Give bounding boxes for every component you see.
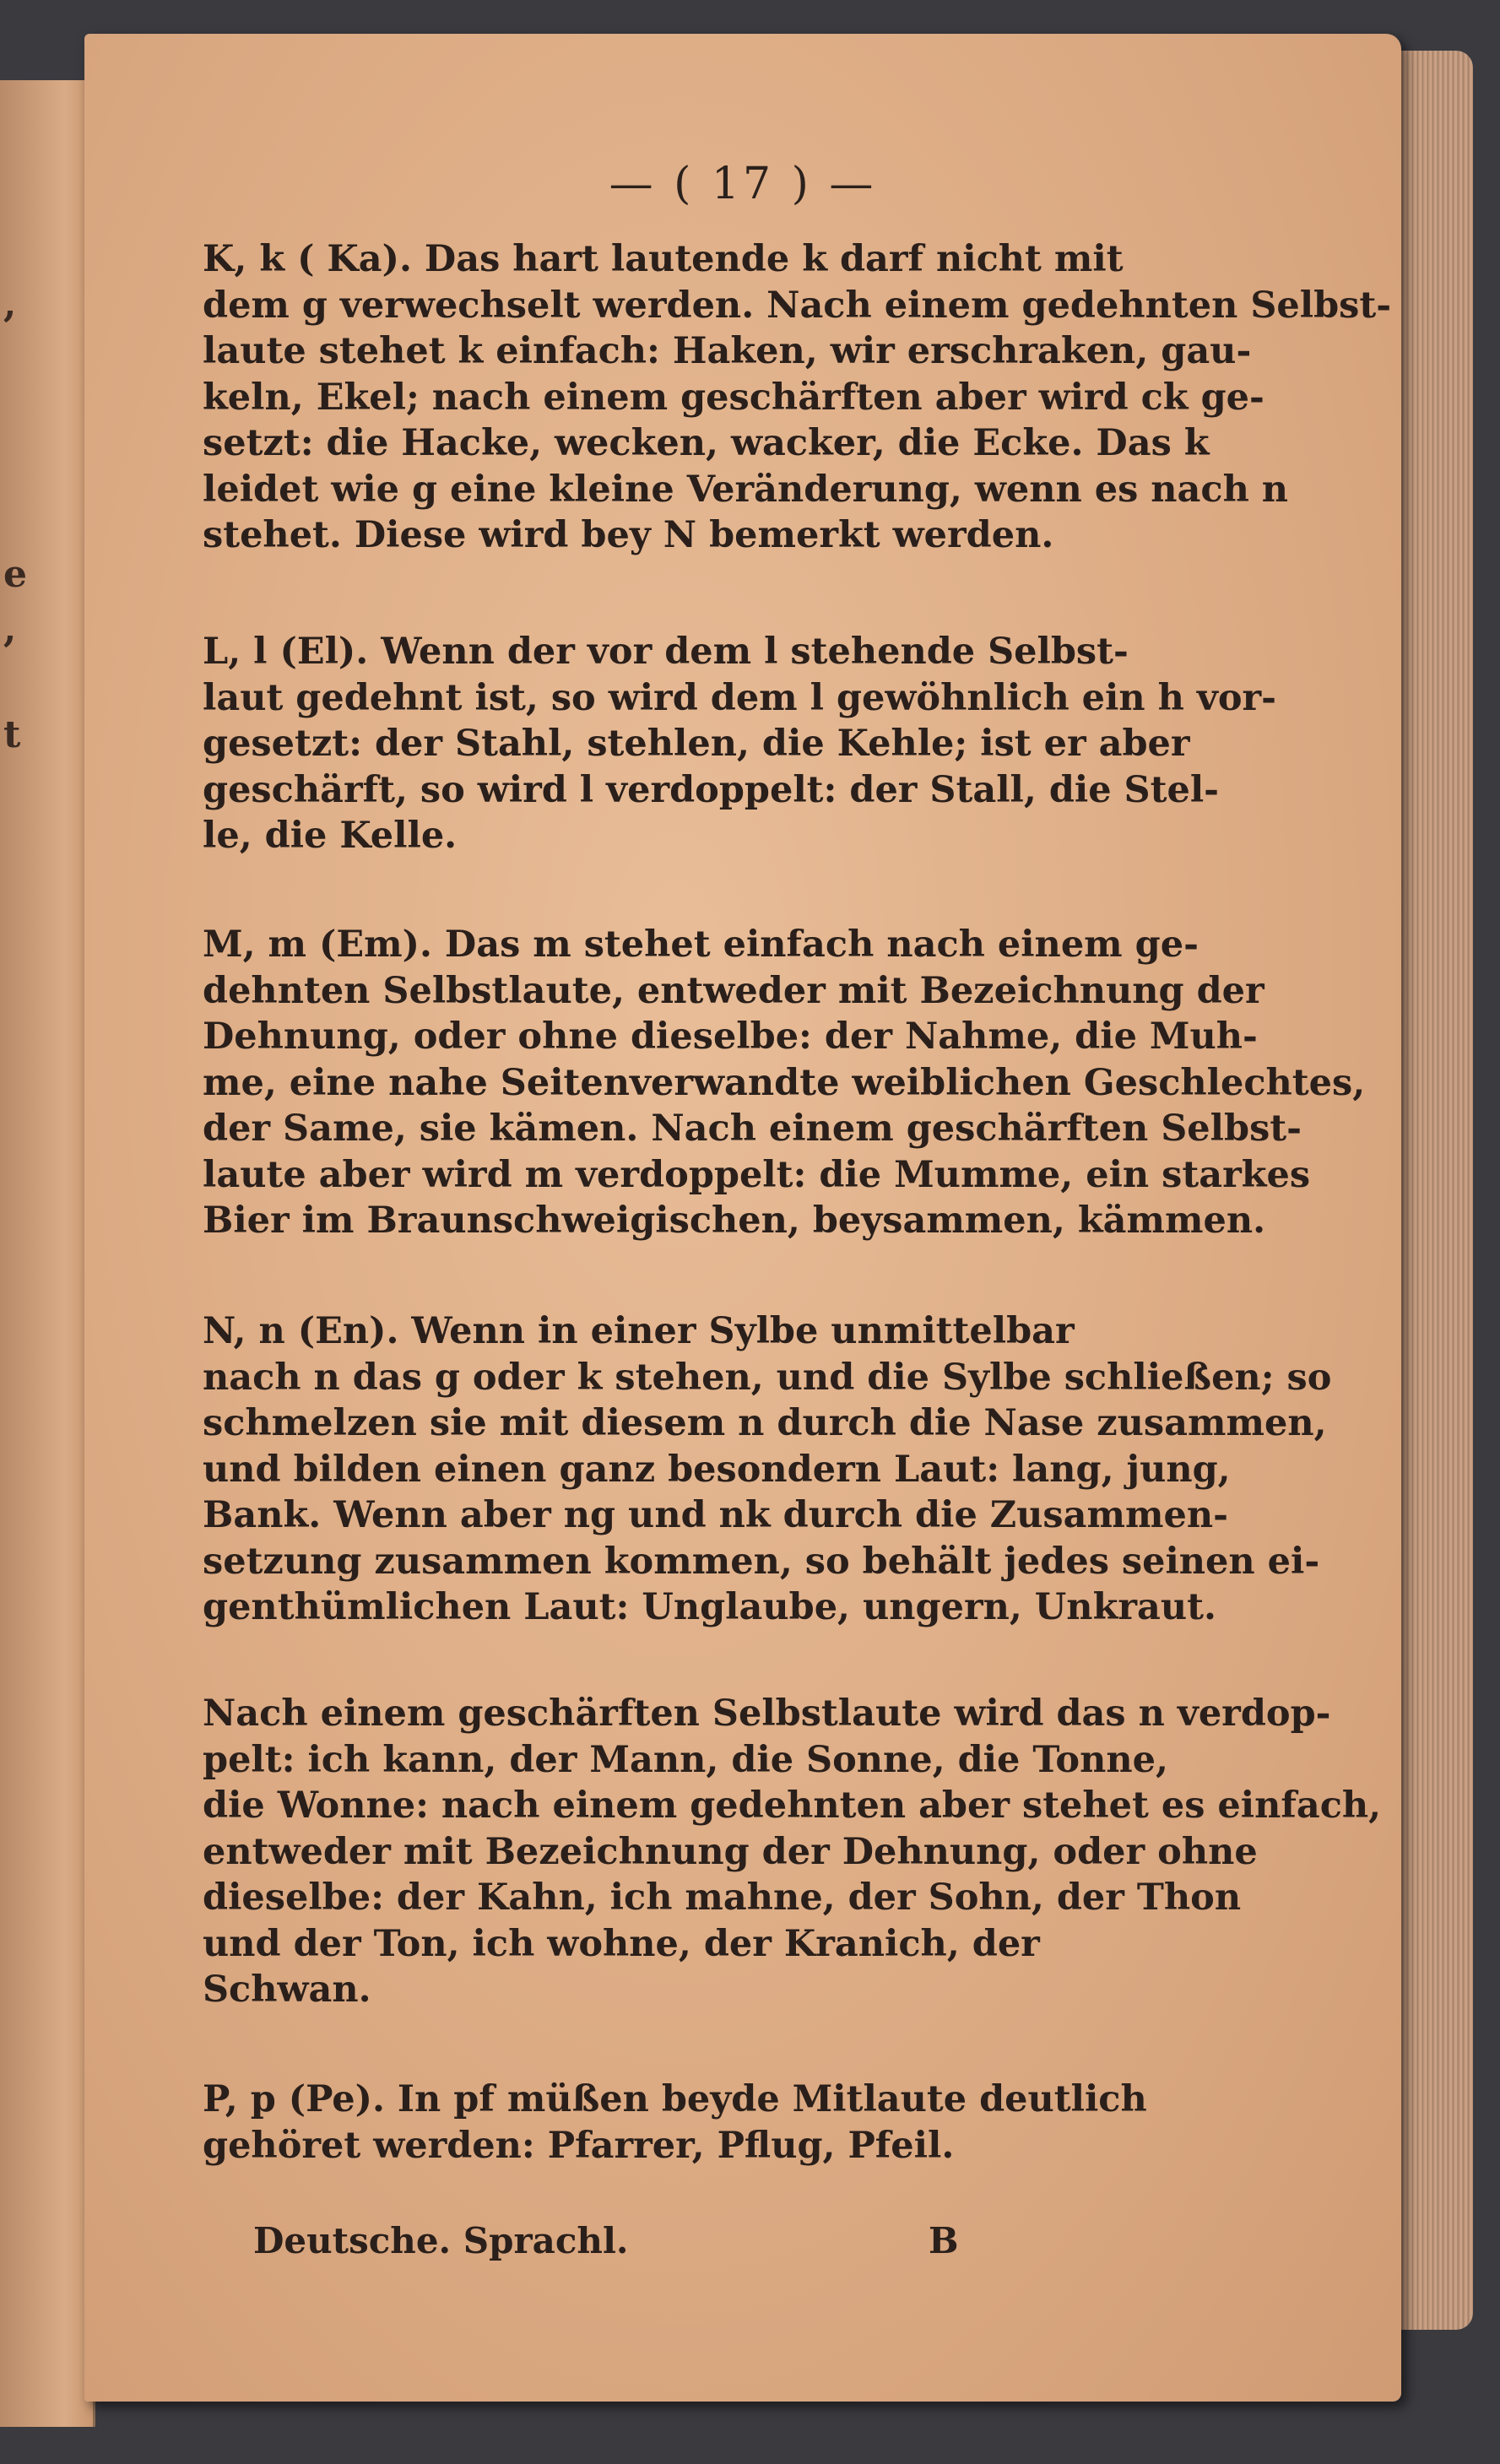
- footer-title: Deutsche. Sprachl.: [253, 2220, 629, 2261]
- paragraph-n-doubling: [203, 1691, 1382, 2013]
- paragraph-p: [203, 2077, 1325, 2169]
- text-line: Nach einem geschärften Selbstlaute wird das n verdop-: [203, 1692, 1331, 1735]
- text-line: L, l (El). Wenn der vor dem l stehende Selbst-: [203, 631, 1129, 673]
- text-line: Dehnung, oder ohne dieselbe: der Nahme, die Muh-: [203, 1015, 1258, 1058]
- text-line: nach n das g oder k stehen, und die Sylbe schließen; so: [203, 1356, 1332, 1399]
- text-line: und bilden einen ganz besondern Laut: lang, jung,: [203, 1448, 1231, 1491]
- text-line: die Wonne: nach einem gedehnten aber stehet es einfach,: [203, 1784, 1382, 1827]
- text-line: laute aber wird m verdoppelt: die Mumme, ein starkes: [203, 1153, 1311, 1196]
- text-line: le, die Kelle.: [203, 815, 458, 857]
- text-line: pelt: ich kann, der Mann, die Sonne, die Tonne,: [203, 1738, 1168, 1781]
- signature-mark: B: [929, 2220, 959, 2261]
- text-line: K, k ( Ka). Das hart lautende k darf nicht mit: [203, 238, 1124, 280]
- text-line: leidet wie g eine kleine Veränderung, wenn es nach n: [203, 468, 1289, 511]
- paragraph-m: [203, 922, 1366, 1244]
- text-line: schmelzen sie mit diesem n durch die Nase zusammen,: [203, 1402, 1327, 1444]
- text-line: Bank. Wenn aber ng und nk durch die Zusammen-: [203, 1494, 1228, 1536]
- text-line: laut gedehnt ist, so wird dem l gewöhnlich ein h vor-: [203, 676, 1277, 719]
- page-edge: [1393, 51, 1473, 2330]
- text-line: genthümlichen Laut: Unglaube, ungern, Unkraut.: [203, 1586, 1216, 1628]
- book-page: [84, 34, 1401, 2402]
- text-line: gehöret werden: Pfarrer, Pflug, Pfeil.: [203, 2124, 955, 2167]
- text-line: entweder mit Bezeichnung der Dehnung, oder ohne: [203, 1830, 1258, 1873]
- text-line: stehet. Diese wird bey N bemerkt werden.: [203, 514, 1054, 556]
- text-line: Schwan.: [203, 1968, 371, 2011]
- text-line: P, p (Pe). In pf müßen beyde Mitlaute deutlich: [203, 2078, 1147, 2120]
- text-line: dehnten Selbstlaute, entweder mit Bezeichnung der: [203, 969, 1264, 1012]
- text-line: gesetzt: der Stahl, stehlen, die Kehle; ist er aber: [203, 723, 1190, 765]
- text-line: me, eine nahe Seitenverwandte weiblichen Geschlechtes,: [203, 1061, 1366, 1104]
- paragraph-k: [203, 236, 1392, 559]
- left-page-edge: , e , t: [0, 80, 95, 2427]
- text-line: setzt: die Hacke, wecken, wacker, die Ecke. Das k: [203, 422, 1210, 464]
- text-line: geschärft, so wird l verdoppelt: der Stall, die Stel-: [203, 768, 1219, 811]
- text-line: M, m (Em). Das m stehet einfach nach einem ge-: [203, 923, 1199, 966]
- text-line: N, n (En). Wenn in einer Sylbe unmittelbar: [203, 1310, 1075, 1352]
- text-line: und der Ton, ich wohne, der Kranich, der: [203, 1922, 1040, 1965]
- text-line: setzung zusammen kommen, so behält jedes seinen ei-: [203, 1540, 1320, 1583]
- paragraph-l: [203, 629, 1325, 859]
- text-line: der Same, sie kämen. Nach einem geschärften Selbst-: [203, 1107, 1302, 1150]
- text-line: keln, Ekel; nach einem geschärften aber wird ck ge-: [203, 376, 1264, 419]
- text-line: dem g verwechselt werden. Nach einem gedehnten Selbst-: [203, 284, 1392, 327]
- text-line: Bier im Braunschweigischen, beysammen, kämmen.: [203, 1200, 1266, 1242]
- page-number: — ( 17 ) —: [609, 159, 877, 209]
- text-line: laute stehet k einfach: Haken, wir erschraken, gau-: [203, 330, 1252, 372]
- text-line: dieselbe: der Kahn, ich mahne, der Sohn, der Thon: [203, 1876, 1242, 1919]
- paragraph-n: [203, 1308, 1332, 1631]
